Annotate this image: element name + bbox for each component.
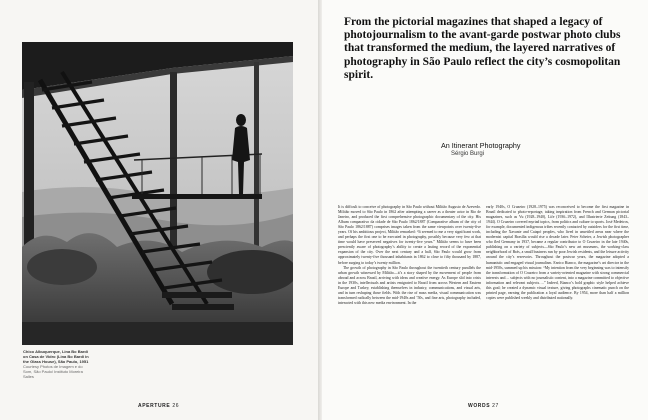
folio-magazine-name: APERTURE <box>138 403 171 409</box>
body-column-1 <box>338 205 481 397</box>
paragraph: It is difficult to conceive of photography in São Paulo without Militão Augusto de Azevedo. Militão moved to São Paulo in 1862 after attempting a career as a theater actor in Rio de Janeiro, and produced the first comprehensive photographic documentary of the city. His Album comparativo da cidade de São Paulo 1862/1887 (Comparative album of the city of São Paulo 1862/1887) comprises images taken from the same viewpoints over twenty-five years. Of his ambitious project, Militão remarked: “It seemed to me a very significant work, and perhaps the first one to be executed in photography, possibly because very few at that time would have preserved negatives for twenty-five years.” Militão seems to have been presciently aware of photography’s ability to create a lasting record of the exponential expansion of the city. Over the next century and a half, São Paulo would grow from approximately twenty-five thousand inhabitants in 1862 to close to fifty thousand by 1887, before surging to today’s twenty million. <box>338 205 481 265</box>
headline: From the pictorial magazines that shaped a legacy of photojournalism to the avant-garde postwar photo clubs that transformed the medium, the layered narratives of photography in São Paulo reflect the city’s cosmopolitan spirit. <box>344 16 621 81</box>
caption-credit: Courtesy Photos de Imagem e do Som, São Paulo/ Instituto Moreira Salles <box>23 364 83 379</box>
folio-left <box>138 403 179 409</box>
article-title: An Itinerant Photography <box>441 141 521 150</box>
photo-caption <box>23 349 89 379</box>
paragraph: early 1940s, O Cruzeiro (1928–1975) was reconceived to become the first magazine in Brazil dedicated to photo-reportage, taking inspiration from French and German pictorial magazines, such as Vu (1928–1940), Life (1936–1972), and Illustrierte Zeitung (1843–1944). O Cruzeiro covered myriad topics, from politics and culture to sports. José Medeiros, for example, documented indigenous tribes recently contacted by outsiders for the first time, including the Xavante and Caiapó peoples, who lived in unsettled areas near where the modernist capital Brasília would rise a decade later. Peter Scheier, a Jewish photographer who fled Germany in 1937, became a regular contributor to O Cruzeiro in the late 1940s, publishing on a variety of subjects—São Paulo’s new art museums, the working-class neighborhood of Brás, a small business run by poor Jewish residents, and the leisure activity around the city’s reservoirs. Throughout the postwar years, the magazine adopted a humanistic and engaged visual journalism. Enrico Bianco, the magazine’s art director in the mid-1950s, summed up his mission: “My intention from the very beginning was to intensify the transformation of O Cruzeiro from a variety-oriented magazine with strong commercial interests and… subjects with no journalistic content, into a magazine committed to objective information and relevant subjects….” Indeed, Bianco’s bold graphic style helped achieve this goal; he created a dynamic visual texture, giving photographs cinematic punch on the printed page, earning the publication a loyal audience. By 1954, more than half a million copies were published weekly and distributed nationally. <box>486 205 629 300</box>
folio-page-number: 26 <box>172 403 180 409</box>
article-author: Sérgio Burgi <box>451 151 485 157</box>
paragraph: The growth of photography in São Paulo throughout the twentieth century parallels the urban growth witnessed by Militão—it’s a story shaped by the movement of people from abroad and across Brazil, arriving with ideas and creative energy. As Europe slid into crisis in the 1930s, intellectuals and artists emigrated to Brazil from across Western and Eastern Europe and Turkey, establishing themselves in industry, communications, and visual arts, and in turn reshaping those fields. With the rise of mass media, visual communication was transformed radically between the mid-1940s and ’50s, and fine arts, photography included, interacted with this new media environment. In the <box>338 265 481 305</box>
folio-right <box>468 403 499 409</box>
staircase-photo-icon <box>22 42 293 345</box>
folio-section-name: WORDS <box>468 403 491 409</box>
photograph <box>22 42 293 345</box>
folio-page-number: 27 <box>492 403 499 409</box>
body-column-2 <box>486 205 629 397</box>
caption-title: Chico Albuquerque, Lina Bo Bardi on Casa de Vidro (Lina Bo Bardi in the Glass House), São Paulo, 1951 <box>23 349 89 364</box>
